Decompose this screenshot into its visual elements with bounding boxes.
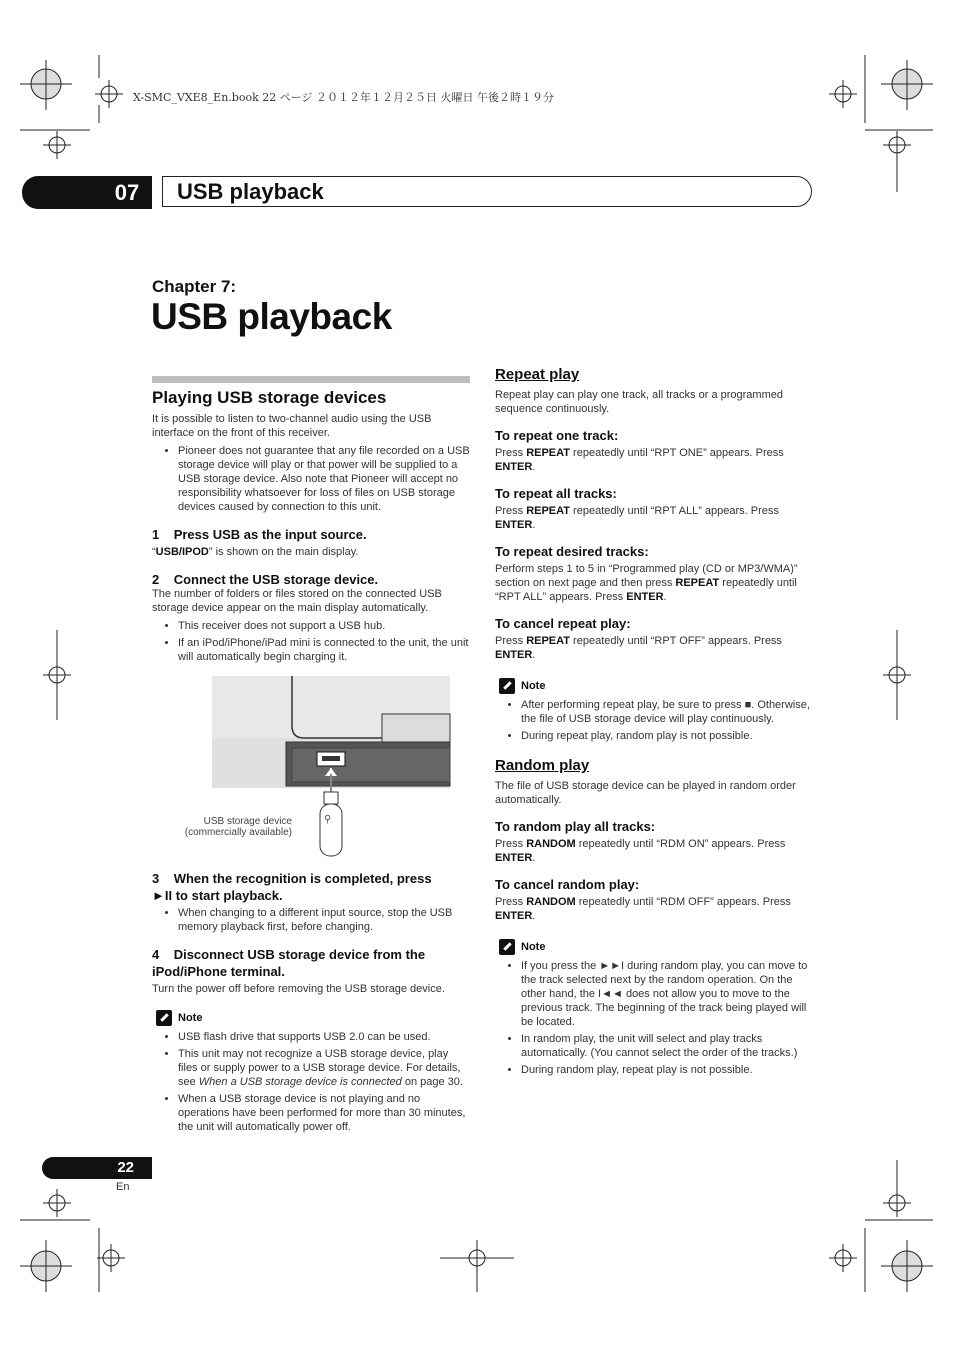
- list-item: • After performing repeat play, be sure to press ■. Otherwise, the file of USB storage device will play continuously.: [521, 698, 815, 726]
- step-3-bullets: [152, 906, 470, 934]
- list-item: • This receiver does not support a USB hub.: [178, 619, 470, 633]
- print-header: X-SMC_VXE8_En.book 22 ページ ２０１２年１２月２５日 火曜日 午後２時１９分: [133, 91, 554, 104]
- chapter-title: USB playback: [151, 296, 392, 337]
- list-item: • When changing to a different input source, stop the USB memory playback first, before changing.: [178, 906, 470, 934]
- note-pencil-icon: [499, 939, 515, 955]
- step-1: [152, 526, 470, 543]
- note-header: Note: [499, 678, 815, 694]
- step-2-bullets: [152, 619, 470, 664]
- step-4-text: Turn the power off before removing the USB storage device.: [152, 983, 445, 995]
- chapter-number-tab: 07: [22, 176, 152, 209]
- repeat-all-text: Press REPEAT repeatedly until “RPT ALL” appears. Press ENTER.: [495, 505, 779, 531]
- page-number: 22: [42, 1157, 152, 1179]
- list-item: • When a USB storage device is not playing and no operations have been performed for more than 30 minutes, the unit will automatically power off.: [178, 1092, 470, 1134]
- repeat-one-title: To repeat one track:: [495, 428, 619, 443]
- section-title: Playing USB storage devices: [152, 388, 387, 407]
- step-number: 2: [152, 572, 160, 587]
- step-2: [152, 571, 470, 588]
- note-list: [152, 1030, 470, 1134]
- list-item: • If you press the ►►I during random play, you can move to the track selected next by the random operation. On the other hand, the I◄◄ does not allow you to move to the previous track. The beginning of the track being played will be located.: [521, 959, 815, 1029]
- random-cancel-text: Press RANDOM repeatedly until “RDM OFF” appears. Press ENTER.: [495, 896, 791, 922]
- section-bar: [152, 376, 470, 383]
- step-title: When the recognition is completed, press: [173, 871, 432, 886]
- step-title-cont: ►II to start playback.: [152, 888, 283, 903]
- list-item: • Pioneer does not guarantee that any file recorded on a USB storage device will play or that power will be supplied to a USB storage device. Also note that Pioneer will accept no responsibility whatsoever for loss of files on USB storage devices caused by connection to this unit.: [178, 444, 470, 514]
- random-intro: The file of USB storage device can be played in random order automatically.: [495, 780, 796, 806]
- note-header: Note: [499, 939, 815, 955]
- note-pencil-icon: [499, 678, 515, 694]
- chapter-title-bar: USB playback: [162, 176, 812, 207]
- list-item: • In random play, the unit will select and play tracks automatically. (You cannot select the order of the tracks.): [521, 1032, 815, 1060]
- step-3: [152, 870, 470, 904]
- note-pencil-icon: [156, 1010, 172, 1026]
- language-label: En: [116, 1181, 130, 1193]
- repeat-cancel-text: Press REPEAT repeatedly until “RPT OFF” appears. Press ENTER.: [495, 635, 782, 661]
- intro-text: It is possible to listen to two-channel audio using the USB interface on the front of this receiver.: [152, 413, 432, 439]
- random-cancel-title: To cancel random play:: [495, 877, 640, 892]
- list-item: • During repeat play, random play is not possible.: [521, 729, 815, 743]
- step-1-text: “USB/IPOD” is shown on the main display.: [152, 546, 359, 558]
- repeat-desired-title: To repeat desired tracks:: [495, 544, 649, 559]
- step-2-text: The number of folders or files stored on the connected USB storage device appear on the main display automatically.: [152, 588, 442, 614]
- cross-reference: When a USB storage device is connected: [198, 1076, 402, 1088]
- repeat-one-text: Press REPEAT repeatedly until “RPT ONE” appears. Press ENTER.: [495, 447, 784, 473]
- step-number: 4: [152, 947, 160, 962]
- step-number: 1: [152, 527, 160, 542]
- random-note-list: [495, 959, 815, 1077]
- repeat-intro: Repeat play can play one track, all tracks or a programmed sequence continuously.: [495, 389, 783, 415]
- intro-bullets: [152, 444, 470, 514]
- usb-connection-figure: [152, 676, 470, 866]
- list-item: • USB flash drive that supports USB 2.0 can be used.: [178, 1030, 470, 1044]
- chapter-label: Chapter 7:: [152, 277, 237, 296]
- random-all-title: To random play all tracks:: [495, 819, 656, 834]
- left-column: [152, 376, 470, 1137]
- display-text: USB/IPOD: [155, 546, 209, 558]
- step-title: Disconnect USB storage device from the iPod/iPhone terminal.: [152, 947, 426, 979]
- random-play-title: Random play: [495, 757, 590, 774]
- repeat-cancel-title: To cancel repeat play:: [495, 616, 631, 631]
- repeat-play-title: Repeat play: [495, 366, 580, 383]
- step-title: Press USB as the input source.: [173, 527, 367, 542]
- repeat-all-title: To repeat all tracks:: [495, 486, 617, 501]
- right-column: [495, 366, 815, 1080]
- list-item: • This unit may not recognize a USB storage device, play files or supply power to a USB storage device. For details, see When a USB storage device is connected on page 30.: [178, 1047, 470, 1089]
- repeat-desired-text: Perform steps 1 to 5 in “Programmed play (CD or MP3/WMA)” section on next page and then press REPEAT repeatedly until “RPT ALL” appears. Press ENTER.: [495, 563, 798, 603]
- note-header: Note: [156, 1010, 470, 1026]
- list-item: • During random play, repeat play is not possible.: [521, 1063, 815, 1077]
- figure-caption: USB storage device (commercially available): [184, 816, 292, 838]
- random-all-text: Press RANDOM repeatedly until “RDM ON” appears. Press ENTER.: [495, 838, 786, 864]
- svg-text:⚲: ⚲: [324, 814, 332, 825]
- step-title: Connect the USB storage device.: [173, 572, 379, 587]
- list-item: • If an iPod/iPhone/iPad mini is connected to the unit, the unit will automatically begin charging it.: [178, 636, 470, 664]
- repeat-note-list: [495, 698, 815, 743]
- step-number: 3: [152, 871, 160, 886]
- step-4: [152, 946, 470, 980]
